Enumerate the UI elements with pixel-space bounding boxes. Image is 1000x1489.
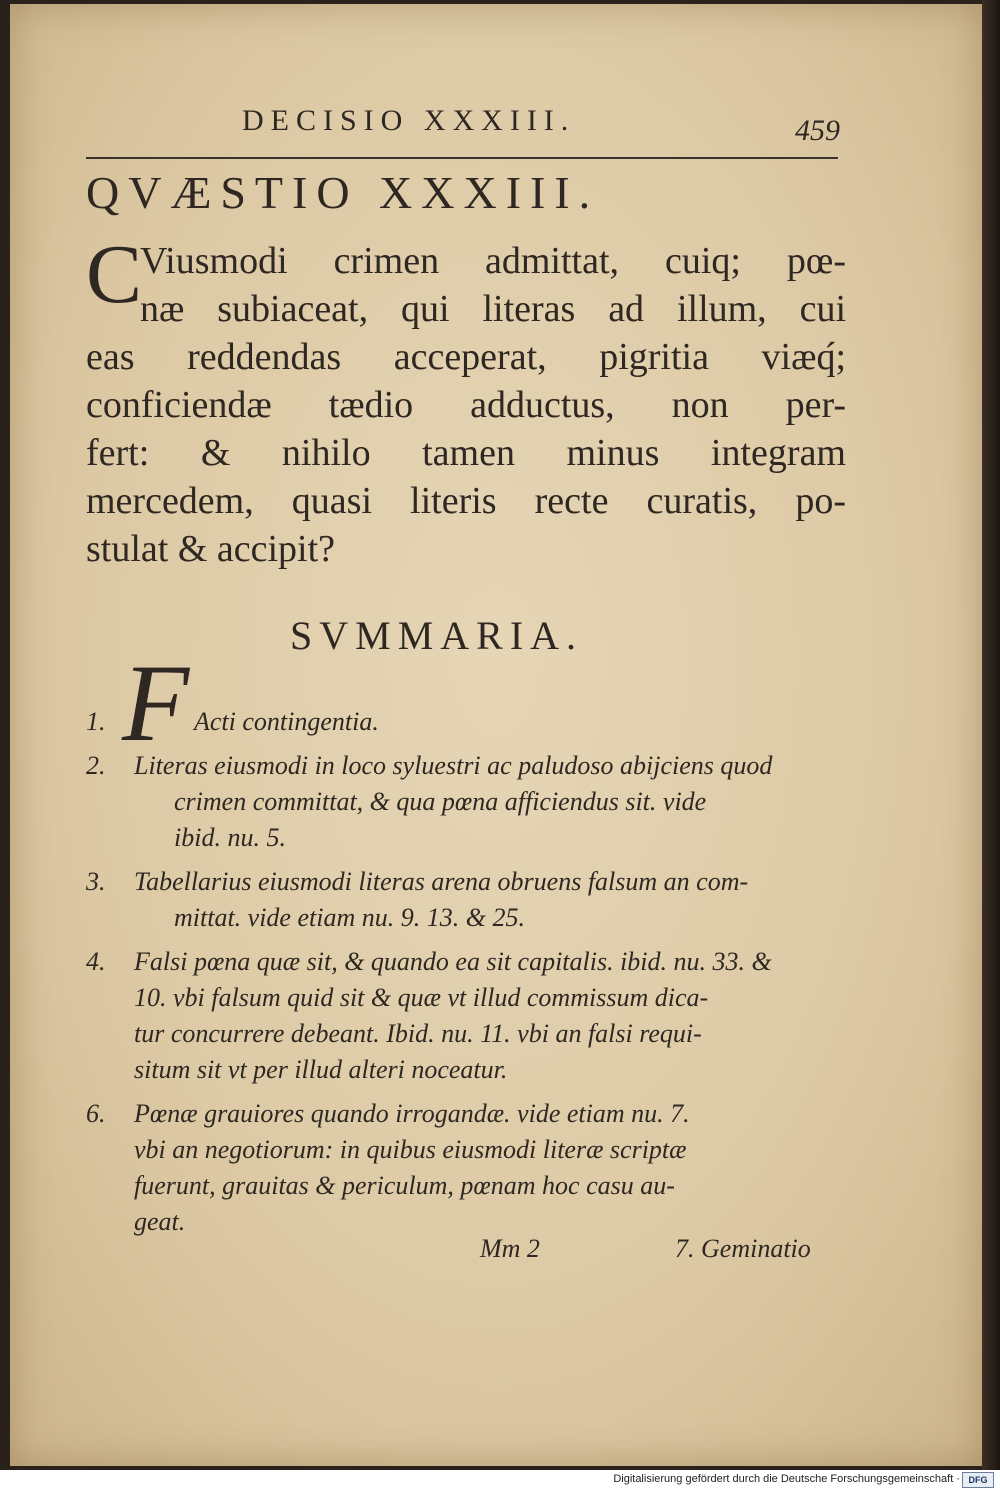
item-line: 10. vbi falsum quid sit & quæ vt illud commissum dica- (134, 983, 709, 1012)
drop-cap: C (86, 228, 143, 321)
item-number: 3. (86, 867, 106, 896)
header-rule (86, 157, 838, 159)
item-line: Tabellarius eiusmodi literas arena obruens falsum an com- (134, 867, 749, 896)
item-line: mittat. vide etiam nu. 9. 13. & 25. (174, 903, 525, 932)
item-number: 2. (86, 751, 106, 780)
summaria-item (86, 1096, 846, 1240)
question-title: QVÆSTIO XXXIII. (86, 167, 600, 218)
book-page (10, 4, 982, 1466)
item-line: tur concurrere debeant. Ibid. nu. 11. vbi an falsi requi- (134, 1019, 702, 1048)
summaria-item (86, 864, 846, 936)
item-line: geat. (134, 1207, 186, 1236)
summaria-item (86, 748, 846, 856)
summaria-heading: SVMMARIA. (290, 613, 584, 658)
summaria-list (86, 704, 846, 1248)
question-line: stulat & accipit? (86, 528, 336, 570)
question-line: mercedem, quasi literis recte curatis, po- (86, 480, 846, 522)
summaria-item (86, 944, 846, 1088)
question-line: eas reddendas acceperat, pigritia viæq́; (86, 336, 846, 378)
dfg-logo-icon: DFG (962, 1472, 994, 1488)
item-number: 1. (86, 707, 106, 736)
signature-mark: Mm 2 (480, 1234, 540, 1263)
item-line: Falsi pœna quæ sit, & quando ea sit capitalis. ibid. nu. 33. & (134, 947, 772, 976)
footer-credit: Digitalisierung gefördert durch die Deutsche Forschungsgemeinschaft · (613, 1473, 960, 1485)
catchword: 7. Geminatio (675, 1234, 811, 1263)
item-line: Pœnæ grauiores quando irrogandæ. vide etiam nu. 7. (134, 1099, 690, 1128)
item-line: crimen committat, & qua pœna afficiendus sit. vide (174, 787, 707, 816)
question-line: næ subiaceat, qui literas ad illum, cui (140, 288, 846, 330)
question-line: conficiendæ tædio adductus, non per- (86, 384, 846, 426)
summaria-initial: F (122, 642, 190, 764)
item-line: ibid. nu. 5. (174, 823, 286, 852)
item-line: fuerunt, grauitas & periculum, pœnam hoc casu au- (134, 1171, 675, 1200)
question-line: Viusmodi crimen admittat, cuiq; pœ- (140, 240, 846, 282)
item-number: 6. (86, 1099, 106, 1128)
question-text (86, 237, 846, 573)
book-edge (982, 0, 1000, 1470)
item-line: Acti contingentia. (194, 707, 379, 736)
question-line: fert: & nihilo tamen minus integram (86, 432, 846, 474)
item-line: vbi an negotiorum: in quibus eiusmodi literæ scriptæ (134, 1135, 687, 1164)
running-head: DECISIO XXXIII. (242, 104, 576, 137)
summaria-item (86, 704, 846, 740)
item-number: 4. (86, 947, 106, 976)
page-number: 459 (795, 114, 840, 147)
item-line: Literas eiusmodi in loco syluestri ac paludoso abijciens quod (134, 751, 773, 780)
item-line: situm sit vt per illud alteri noceatur. (134, 1055, 508, 1084)
